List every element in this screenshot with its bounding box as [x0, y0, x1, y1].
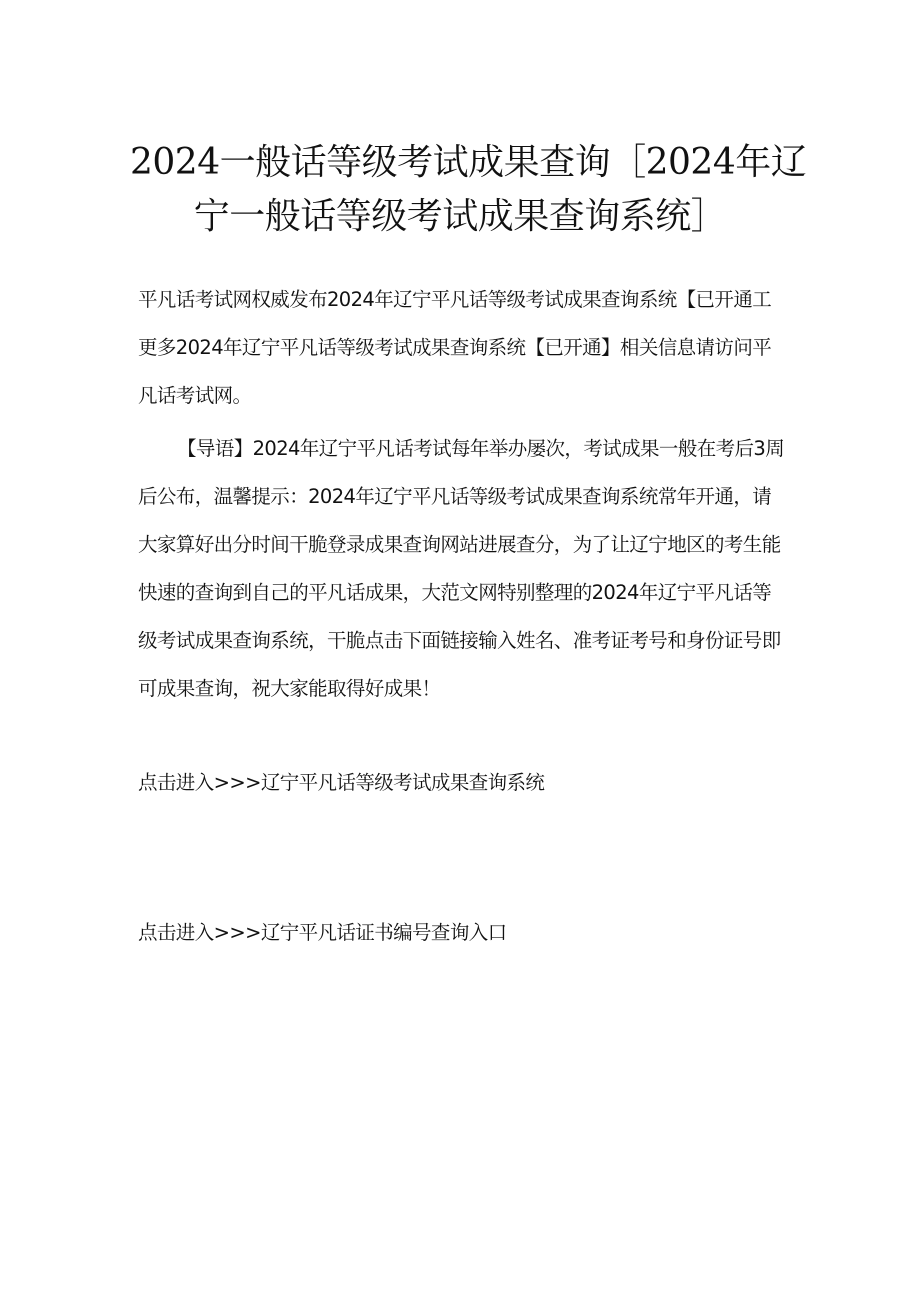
guide-paragraph: 【导语】2024年辽宁平凡话考试每年举办屡次，考试成果一般在考后3周后公布，温馨提示：2024年辽宁平凡话等级考试成果查询系统常年开通，请大家算好出分时间干脆登录成果查询网站进展查分，为了让辽宁地区的考生能快速的查询到自己的平凡话成果，大范文网特别整理的2024年辽宁平凡话等级考试成果查询系统，干脆点击下面链接输入姓名、准考证考号和身份证号即可成果查询，祝大家能取得好成果！ [138, 437, 785, 700]
certificate-query-link[interactable]: 点击进入>>>辽宁平凡话证书编号查询入口 [138, 921, 507, 944]
title-line-2: 宁一般话等级考试成果查询系统］ [193, 196, 727, 237]
score-query-link[interactable]: 点击进入>>>辽宁平凡话等级考试成果查询系统 [138, 771, 545, 794]
intro-paragraph: 平凡话考试网权威发布2024年辽宁平凡话等级考试成果查询系统【已开通工更多2024年辽宁平凡话等级考试成果查询系统【已开通】相关信息请访问平凡话考试网。 [138, 288, 772, 407]
document-title [130, 136, 807, 244]
title-line-1: 2024一般话等级考试成果查询［2024年辽 [130, 142, 807, 183]
